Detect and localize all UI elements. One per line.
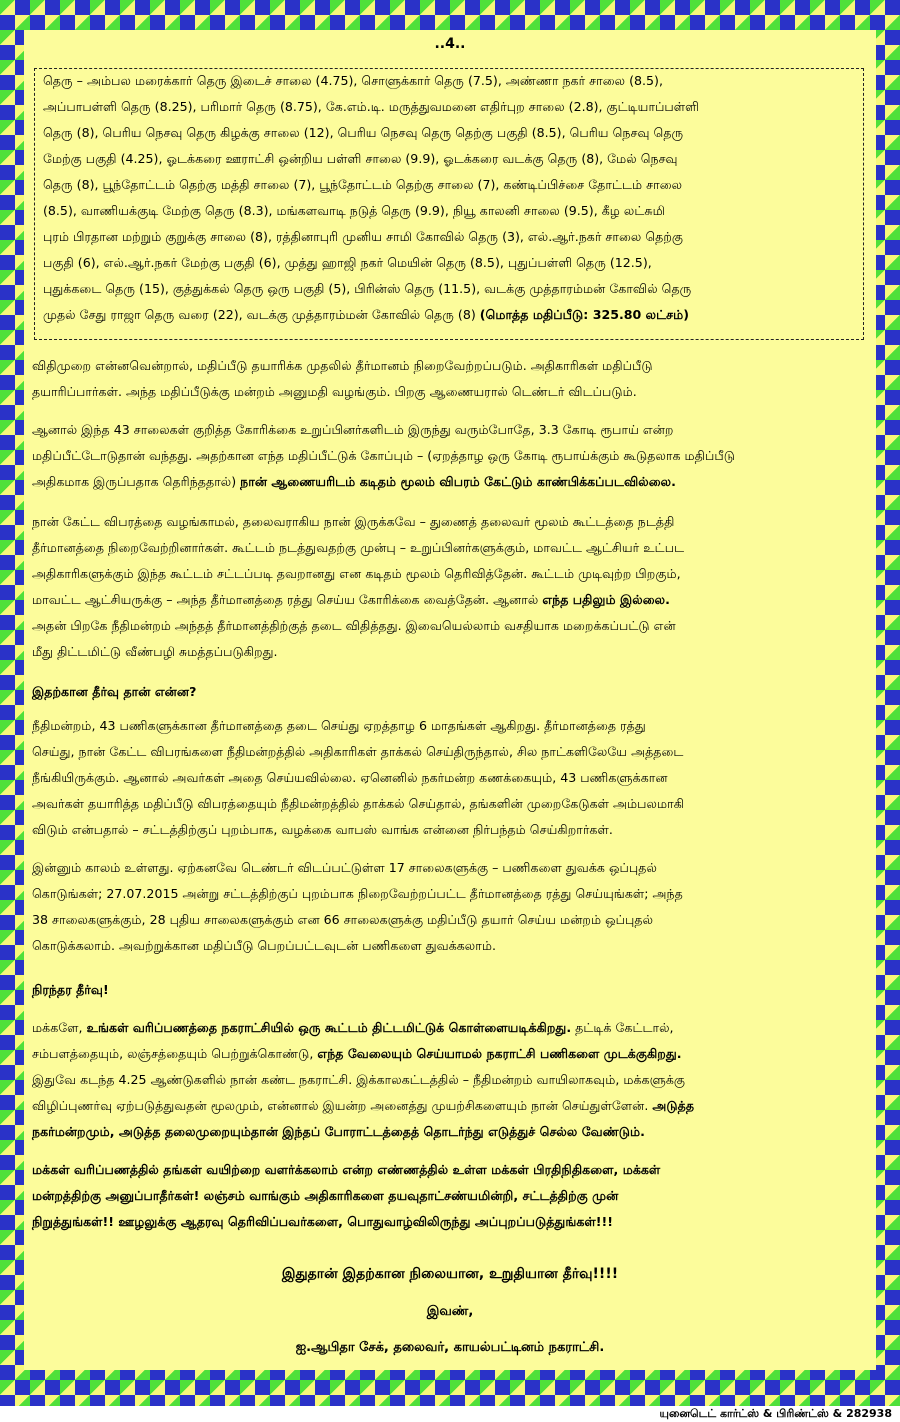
road-list-line: தெரு – அம்பல மரைக்கார் தெரு இடைச் சாலை (4.75), சொளுக்கார் தெரு (7.5), அண்ணா நகர் சாலை (8.5), bbox=[43, 73, 663, 88]
paragraph-line: நீங்கியிருக்கும். ஆனால் அவர்கள் அதை செய்யவில்லை. ஏனெனில் நகர்மன்ற கணக்கையும், 43 பணிகளுக்கான bbox=[32, 770, 668, 785]
paragraph-line: அவர்கள் தயாரித்த மதிப்பீடு விபரத்தையும் நீதிமன்றத்தில் தாக்கல் செய்தால், தங்களின் முறைகேடுகள் அம்பலமாகி bbox=[32, 796, 685, 811]
paragraph-line: விடும் என்பதால் – சட்டத்திற்குப் புறம்பாக, வழக்கை வாபஸ் வாங்க என்னை நிர்பந்தம் செய்கிறார்கள். bbox=[32, 822, 613, 837]
paragraph-text: மக்களே, bbox=[32, 1020, 83, 1035]
section-heading: நிரந்தர தீர்வு! bbox=[32, 982, 109, 997]
road-list-line: (8.5), வாணியக்குடி மேற்கு தெரு (8.3), மங்களவாடி நடுத் தெரு (9.9), நியூ காலனி சாலை (9.5), கீழ லட்சுமி bbox=[43, 203, 665, 218]
emphasis-text: எந்த வேலையும் செய்யாமல் நகராட்சி பணிகளை முடக்குகிறது. bbox=[317, 1046, 682, 1061]
paragraph-line bbox=[32, 474, 676, 490]
paragraph-line bbox=[32, 1020, 674, 1036]
paragraph-text: அதிகமாக இருப்பதாக தெரிந்ததால்) bbox=[32, 474, 237, 489]
paragraph-text: விழிப்புணர்வு ஏற்படுத்துவதன் மூலமும், என்னால் இயன்ற அனைத்து முயற்சிகளையும் நான் செய்துள்ளேன். bbox=[32, 1098, 649, 1113]
paragraph-line: அதன் பிறகே நீதிமன்றம் அந்தத் தீர்மானத்திற்குத் தடை விதித்தது. இவையெல்லாம் வசதியாக மறைக்கப்பட்டு என் bbox=[32, 618, 676, 633]
paragraph-line: மீது திட்டமிட்டு வீண்பழி சுமத்தப்படுகிறது. bbox=[32, 644, 278, 659]
signature bbox=[24, 1340, 876, 1356]
paragraph-line: நான் கேட்ட விபரத்தை வழங்காமல், தலைவராகிய நான் இருக்கவே – துணைத் தலைவர் மூலம் கூட்டத்தை நடத்தி bbox=[32, 514, 675, 529]
paragraph-line: தீர்மானத்தை நிறைவேற்றினார்கள். கூட்டம் நடத்துவதற்கு முன்பு – உறுப்பினர்களுக்கும், மாவட்ட ஆட்சியர் உட்பட bbox=[32, 540, 685, 555]
road-list-line: பகுதி (6), எல்.ஆர்.நகர் மேற்கு பகுதி (6), முத்து ஹாஜி நகர் மெயின் தெரு (8.5), புதுப்பள்ளி தெரு (12.5), bbox=[43, 255, 652, 270]
paragraph-line: கொடுக்கலாம். அவற்றுக்கான மதிப்பீடு பெறப்பட்டவுடன் பணிகளை துவக்கலாம். bbox=[32, 938, 496, 953]
paragraph-line: அதிகாரிகளுக்கும் இந்த கூட்டம் சட்டப்படி தவறானது என கடிதம் மூலம் தெரிவித்தேன். கூட்டம் முடிவுற்ற பிறகும், bbox=[32, 566, 681, 581]
emphasis-text: அடுத்த bbox=[652, 1098, 695, 1113]
road-list-line: அப்பாபள்ளி தெரு (8.25), பரிமார் தெரு (8.75), கே.எம்.டி. மருத்துவமனை எதிர்புற சாலை (2.8), குட்டியாப்பள்ளி bbox=[43, 99, 700, 114]
emphasis-text: நான் ஆணையரிடம் கடிதம் மூலம் விபரம் கேட்டும் காண்பிக்கப்படவில்லை. bbox=[240, 474, 676, 489]
road-list-text: முதல் சேது ராஜா தெரு வரை (22), வடக்கு முத்தாரம்மன் கோவில் தெரு (8) bbox=[43, 307, 476, 322]
road-list-line bbox=[43, 307, 689, 323]
road-list-box bbox=[34, 68, 864, 340]
signoff: இவண், bbox=[426, 1304, 474, 1319]
paragraph-line: இதுவே கடந்த 4.25 ஆண்டுகளில் நான் கண்ட நகராட்சி. இக்காலகட்டத்தில் – நீதிமன்றம் வாயிலாகவும், மக்களுக்கு bbox=[32, 1072, 686, 1087]
road-list-line: தெரு (8), பூந்தோட்டம் தெற்கு மத்தி சாலை (7), பூந்தோட்டம் தெற்கு சாலை (7), கண்டிப்பிச்சை தோட்டம் சாலை bbox=[43, 177, 683, 192]
paragraph-line: தயாரிப்பார்கள். அந்த மதிப்பீடுக்கு மன்றம் அனுமதி வழங்கும். பிறகு ஆணையரால் டெண்டர் விடப்படும். bbox=[32, 384, 637, 399]
emphasis-text: உங்கள் வரிப்பணத்தை நகராட்சியில் ஒரு கூட்டம் திட்டமிட்டுக் கொள்ளையடிக்கிறது. bbox=[86, 1020, 572, 1035]
paragraph-line: நீதிமன்றம், 43 பணிகளுக்கான தீர்மானத்தை தடை செய்து ஏறத்தாழ 6 மாதங்கள் ஆகிறது. தீர்மானத்தை ரத்து bbox=[32, 718, 646, 733]
paragraph-line: 38 சாலைகளுக்கும், 28 புதிய சாலைகளுக்கும் என 66 சாலைகளுக்கு மதிப்பீடு தயார் செய்ய மன்றம் ஒப்புதல் bbox=[32, 912, 654, 927]
paragraph-line bbox=[32, 1046, 682, 1062]
paragraph-line: இன்னும் காலம் உள்ளது. ஏற்கனவே டெண்டர் விடப்பட்டுள்ள 17 சாலைகளுக்கு – பணிகளை துவக்க ஒப்புதல் bbox=[32, 860, 657, 875]
paragraph-line: விதிமுறை என்னவென்றால், மதிப்பீடு தயாரிக்க முதலில் தீர்மானம் நிறைவேற்றப்படும். அதிகாரிகள் மதிப்பீடு bbox=[32, 358, 653, 373]
road-list-line: மேற்கு பகுதி (4.25), ஓடக்கரை ஊராட்சி ஒன்றிய பள்ளி சாலை (9.9), ஓடக்கரை வடக்கு தெரு (8), மேல் நெசவு bbox=[43, 151, 678, 166]
paragraph-line bbox=[32, 592, 670, 608]
paragraph-line: மக்கள் வரிப்பணத்தில் தங்கள் வயிற்றை வளர்க்கலாம் என்ற எண்ணத்தில் உள்ள மக்கள் பிரதிநிதிகளை, மக்கள் bbox=[32, 1162, 661, 1177]
paragraph-line: மன்றத்திற்கு அனுப்பாதீர்கள்! லஞ்சம் வாங்கும் அதிகாரிகளை தயவுதாட்சண்யமின்றி, சட்டத்திற்கு முன் bbox=[32, 1188, 619, 1203]
road-list-line: தெரு (8), பெரிய நெசவு தெரு கிழக்கு சாலை (12), பெரிய நெசவு தெரு தெற்கு பகுதி (8.5), பெரிய நெசவு தெரு bbox=[43, 125, 684, 140]
notice-panel bbox=[24, 30, 876, 1370]
signature-text: ஐ.ஆபிதா சேக், தலைவர், காயல்பட்டினம் நகராட்சி. bbox=[295, 1340, 605, 1355]
emphasis-text: எந்த பதிலும் இல்லை. bbox=[542, 592, 670, 607]
paragraph-line: மதிப்பீட்டோடுதான் வந்தது. அதற்கான எந்த மதிப்பீட்டுக் கோப்பும் – (ஏறத்தாழ ஒரு கோடி ரூபாய்க்கும் கூடுதலாக மதிப்பீடு bbox=[32, 448, 735, 463]
road-list-line: புதுக்கடை தெரு (15), குத்துக்கல் தெரு ஒரு பகுதி (5), பிரின்ஸ் தெரு (11.5), வடக்கு முத்தாரம்மன் கோவில் தெரு bbox=[43, 281, 692, 296]
paragraph-line: செய்து, நான் கேட்ட விபரங்களை நீதிமன்றத்தில் அதிகாரிகள் தாக்கல் செய்திருந்தால், சில நாட்களிலேயே அத்தடை bbox=[32, 744, 684, 759]
paragraph-line: நகர்மன்றமும், அடுத்த தலைமுறையும்தான் இந்தப் போராட்டத்தைத் தொடர்ந்து எடுத்துச் செல்ல வேண்டும். bbox=[32, 1124, 645, 1139]
printer-credit: யுனைடெட் கார்ட்ஸ் & பிரிண்ட்ஸ் & 282938 bbox=[659, 1407, 892, 1420]
paragraph-text: மாவட்ட ஆட்சியருக்கு – அந்த தீர்மானத்தை ரத்து செய்ய கோரிக்கை வைத்தேன். ஆனால் bbox=[32, 592, 539, 607]
road-list-line: புரம் பிரதான மற்றும் குறுக்கு சாலை (8), ரத்தினாபுரி முனிய சாமி கோவில் தெரு (3), எல்.ஆர்.நகர் சாலை தெற்கு bbox=[43, 229, 684, 244]
section-heading: இதற்கான தீர்வு தான் என்ன? bbox=[32, 684, 197, 699]
page-number: ..4.. bbox=[434, 36, 466, 52]
paragraph-line: ஆனால் இந்த 43 சாலைகள் குறித்த கோரிக்கை உறுப்பினர்களிடம் இருந்து வரும்போதே, 3.3 கோடி ரூபாய் என்ற bbox=[32, 422, 674, 437]
paragraph-text: தட்டிக் கேட்டால், bbox=[575, 1020, 674, 1035]
closing-statement: இதுதான் இதற்கான நிலையான, உறுதியான தீர்வு!!!! bbox=[281, 1266, 619, 1282]
total-estimate: (மொத்த மதிப்பீடு: 325.80 லட்சம்) bbox=[479, 307, 690, 322]
paragraph-line bbox=[32, 1098, 694, 1114]
paragraph-line: நிறுத்துங்கள்!! ஊழலுக்கு ஆதரவு தெரிவிப்பவர்களை, பொதுவாழ்விலிருந்து அப்புறப்படுத்துங்கள்!!! bbox=[32, 1214, 614, 1229]
paragraph-text: சம்பளத்தையும், லஞ்சத்தையும் பெற்றுக்கொண்டு, bbox=[32, 1046, 314, 1061]
paragraph-line: கொடுங்கள்; 27.07.2015 அன்று சட்டத்திற்குப் புறம்பாக நிறைவேற்றப்பட்ட தீர்மானத்தை ரத்து செய்யுங்கள்; அந்த bbox=[32, 886, 683, 901]
